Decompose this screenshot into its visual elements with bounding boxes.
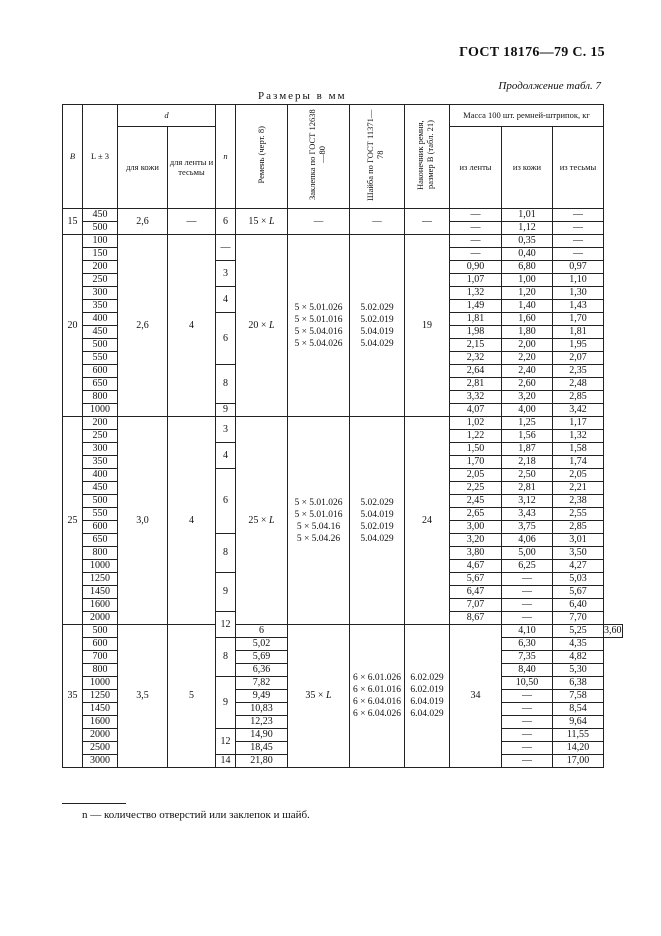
cell-mass-ribbon: —	[553, 248, 604, 261]
cell-l: 600	[83, 638, 118, 651]
cell-mass-leather: 7,35	[502, 651, 553, 664]
cell-mass-ribbon: 7,70	[553, 612, 604, 625]
cell-mass-leather: 5,00	[502, 547, 553, 560]
cell-n: 6	[236, 625, 288, 638]
cell-mass-tape: 0,90	[450, 261, 502, 274]
cell-l: 550	[83, 352, 118, 365]
cell-mass-tape: —	[450, 235, 502, 248]
washer-spec: 5.04.029	[360, 533, 394, 544]
cell-mass-tape: 5,69	[236, 651, 288, 664]
cell-mass-ribbon: 7,58	[553, 690, 604, 703]
cell-l: 650	[83, 534, 118, 547]
cell-mass-leather: —	[502, 755, 553, 768]
cell-mass-tape: 4,67	[450, 560, 502, 573]
cell-d-tape: —	[168, 209, 216, 235]
cell-l: 350	[83, 456, 118, 469]
cell-mass-ribbon: —	[553, 222, 604, 235]
cell-l: 450	[83, 209, 118, 222]
cell-mass-ribbon: 1,95	[553, 339, 604, 352]
strap-value: 35 × L	[305, 690, 332, 701]
cell-washer	[350, 417, 405, 625]
cell-n: 9	[216, 404, 236, 417]
cell-b: 20	[63, 235, 83, 417]
cell-n: 3	[216, 261, 236, 287]
cell-mass-ribbon: 4,27	[553, 560, 604, 573]
cell-n: 4	[216, 287, 236, 313]
cell-mass-leather: 5,25	[553, 625, 604, 638]
cell-l: 1000	[83, 677, 118, 690]
cell-l: 450	[83, 482, 118, 495]
cell-mass-ribbon: 8,54	[553, 703, 604, 716]
cell-mass-tape: 6,36	[236, 664, 288, 677]
cell-mass-ribbon: 4,82	[553, 651, 604, 664]
rivet-spec: —	[313, 216, 324, 227]
cell-l: 500	[83, 625, 118, 638]
cell-mass-leather: 2,60	[502, 378, 553, 391]
cell-mass-tape: 4,10	[502, 625, 553, 638]
cell-d-leather: 3,5	[118, 625, 168, 768]
cell-l: 450	[83, 326, 118, 339]
cell-mass-ribbon: 2,48	[553, 378, 604, 391]
cell-l: 800	[83, 547, 118, 560]
cell-l: 600	[83, 521, 118, 534]
cell-mass-leather: 3,43	[502, 508, 553, 521]
cell-mass-leather: 0,40	[502, 248, 553, 261]
col-d-header: d	[118, 105, 216, 127]
cell-mass-ribbon: 14,20	[553, 742, 604, 755]
cell-mass-ribbon: 1,30	[553, 287, 604, 300]
cell-mass-ribbon: 6,38	[553, 677, 604, 690]
dimensions-caption: Размеры в мм	[258, 90, 347, 102]
cell-mass-leather: 3,20	[502, 391, 553, 404]
rivet-spec: 5 × 5.04.26	[296, 533, 341, 544]
cell-mass-leather: 1,00	[502, 274, 553, 287]
col-rivet-label: Заклепка по ГОСТ 12638—80	[306, 109, 327, 201]
rivet-spec: 5 × 5.01.016	[294, 509, 343, 520]
cell-strap	[288, 625, 350, 768]
col-washer-label: Шайба по ГОСТ 11371—78	[365, 109, 385, 201]
cell-l: 800	[83, 664, 118, 677]
cell-mass-ribbon: 17,00	[553, 755, 604, 768]
cell-l: 650	[83, 378, 118, 391]
cell-rivet	[288, 417, 350, 625]
cell-d-leather: 2,6	[118, 209, 168, 235]
cell-l: 400	[83, 313, 118, 326]
cell-mass-tape: 1,81	[450, 313, 502, 326]
cell-mass-leather: 1,60	[502, 313, 553, 326]
cell-mass-tape: 1,32	[450, 287, 502, 300]
washer-spec: 5.02.029	[360, 497, 394, 508]
washer-spec: 6.04.019	[410, 697, 444, 707]
cell-l: 800	[83, 391, 118, 404]
cell-mass-tape: 2,32	[450, 352, 502, 365]
cell-d-tape: 4	[168, 235, 216, 417]
cell-mass-ribbon: 2,38	[553, 495, 604, 508]
cell-l: 2000	[83, 612, 118, 625]
cell-l: 500	[83, 495, 118, 508]
cell-mass-leather: 1,80	[502, 326, 553, 339]
cell-mass-ribbon: 1,10	[553, 274, 604, 287]
cell-l: 600	[83, 365, 118, 378]
cell-mass-leather: —	[502, 742, 553, 755]
rivet-spec: 6 × 6.04.026	[352, 709, 402, 719]
washer-spec: 6.02.019	[410, 685, 444, 695]
washer-spec: 5.02.029	[360, 302, 394, 313]
cell-l: 500	[83, 339, 118, 352]
cell-mass-tape: 5,67	[450, 573, 502, 586]
cell-l: 1000	[83, 560, 118, 573]
cell-mass-ribbon: 1,70	[553, 313, 604, 326]
col-n-header: n	[216, 105, 236, 209]
cell-d-tape: 4	[168, 417, 216, 625]
cell-rivet	[288, 235, 350, 417]
cell-l: 1450	[83, 703, 118, 716]
cell-l: 3000	[83, 755, 118, 768]
cell-n: 12	[216, 729, 236, 755]
cell-mass-tape: 18,45	[236, 742, 288, 755]
cell-l: 2000	[83, 729, 118, 742]
cell-mass-leather: 10,50	[502, 677, 553, 690]
cell-n: 8	[216, 365, 236, 404]
cell-n: 4	[216, 443, 236, 469]
cell-mass-tape: 8,67	[450, 612, 502, 625]
cell-mass-tape: —	[450, 222, 502, 235]
cell-mass-tape: 3,80	[450, 547, 502, 560]
cell-mass-tape: 1,49	[450, 300, 502, 313]
cell-l: 200	[83, 417, 118, 430]
cell-mass-leather: 2,81	[502, 482, 553, 495]
cell-mass-tape: 1,02	[450, 417, 502, 430]
col-strap-header	[236, 105, 288, 209]
cell-mass-leather: —	[502, 599, 553, 612]
cell-mass-ribbon: 5,03	[553, 573, 604, 586]
cell-mass-ribbon: 1,81	[553, 326, 604, 339]
col-washer-header	[350, 105, 405, 209]
cell-mass-leather: 1,01	[502, 209, 553, 222]
cell-mass-leather: 4,00	[502, 404, 553, 417]
cell-l: 1250	[83, 690, 118, 703]
cell-mass-tape: —	[450, 209, 502, 222]
cell-mass-ribbon: 2,07	[553, 352, 604, 365]
cell-mass-ribbon: 1,58	[553, 443, 604, 456]
cell-mass-ribbon: 5,67	[553, 586, 604, 599]
cell-mass-leather: 6,80	[502, 261, 553, 274]
cell-n: 8	[216, 534, 236, 573]
washer-spec: 5.04.019	[360, 326, 394, 337]
cell-mass-ribbon: 1,17	[553, 417, 604, 430]
col-tip-label: Наконечник ремня, размер B (табл. 21)	[415, 120, 435, 190]
cell-mass-tape: 1,98	[450, 326, 502, 339]
cell-mass-leather: 3,75	[502, 521, 553, 534]
cell-n: 6	[216, 469, 236, 534]
cell-l: 250	[83, 274, 118, 287]
cell-d-leather: 2,6	[118, 235, 168, 417]
rivet-spec: 6 × 6.01.026	[352, 673, 402, 683]
cell-mass-ribbon: —	[553, 235, 604, 248]
cell-mass-leather: —	[502, 573, 553, 586]
cell-washer	[405, 625, 450, 768]
cell-mass-ribbon: —	[553, 209, 604, 222]
cell-n: —	[216, 235, 236, 261]
cell-mass-ribbon: 2,05	[553, 469, 604, 482]
cell-mass-tape: 2,65	[450, 508, 502, 521]
col-mass-leather-header: из кожи	[502, 127, 553, 209]
cell-l: 1000	[83, 404, 118, 417]
cell-rivet	[350, 625, 405, 768]
cell-mass-ribbon: 2,35	[553, 365, 604, 378]
col-strap-label: Ремень (черт. 8)	[255, 126, 266, 184]
cell-d-tape: 5	[168, 625, 216, 768]
cell-mass-tape: 3,32	[450, 391, 502, 404]
cell-mass-leather: —	[502, 690, 553, 703]
footnote: n — количество отверстий или заклепок и шайб.	[82, 809, 310, 821]
cell-mass-ribbon: 1,43	[553, 300, 604, 313]
col-b-header: B	[63, 105, 83, 209]
strap-value: 20 × L	[248, 319, 275, 331]
cell-l: 400	[83, 469, 118, 482]
cell-mass-leather: 1,25	[502, 417, 553, 430]
cell-mass-ribbon: 1,74	[553, 456, 604, 469]
washer-spec: 5.04.029	[360, 338, 394, 349]
cell-l: 1450	[83, 586, 118, 599]
cell-mass-ribbon: 0,97	[553, 261, 604, 274]
cell-mass-tape: 14,90	[236, 729, 288, 742]
cell-strap	[236, 417, 288, 625]
cell-l: 700	[83, 651, 118, 664]
cell-l: 350	[83, 300, 118, 313]
cell-mass-tape: 2,15	[450, 339, 502, 352]
cell-n: 6	[216, 209, 236, 235]
cell-tip: 34	[450, 625, 502, 768]
cell-l: 300	[83, 287, 118, 300]
cell-mass-leather: 4,06	[502, 534, 553, 547]
col-d-tape-header: для ленты и тесьмы	[168, 127, 216, 209]
rivet-spec: 5 × 5.04.026	[294, 338, 343, 349]
cell-mass-tape: 12,23	[236, 716, 288, 729]
cell-l: 150	[83, 248, 118, 261]
cell-mass-ribbon: 11,55	[553, 729, 604, 742]
cell-strap	[236, 209, 288, 235]
rivet-spec: 5 × 5.01.026	[294, 497, 343, 508]
cell-mass-leather: 1,87	[502, 443, 553, 456]
rivet-spec: 6 × 6.04.016	[352, 697, 402, 707]
cell-mass-leather: 2,50	[502, 469, 553, 482]
cell-washer	[350, 235, 405, 417]
cell-mass-leather: 6,25	[502, 560, 553, 573]
cell-mass-tape: 4,07	[450, 404, 502, 417]
cell-mass-leather: —	[502, 586, 553, 599]
cell-n: 12	[216, 612, 236, 638]
cell-mass-tape: 10,83	[236, 703, 288, 716]
cell-mass-leather: —	[502, 703, 553, 716]
col-tip-header	[405, 105, 450, 209]
cell-strap	[236, 235, 288, 417]
cell-mass-ribbon: 6,40	[553, 599, 604, 612]
cell-mass-leather: 2,20	[502, 352, 553, 365]
cell-washer	[350, 209, 405, 235]
washer-spec: 6.02.029	[410, 673, 444, 683]
cell-l: 300	[83, 443, 118, 456]
cell-mass-ribbon: 9,64	[553, 716, 604, 729]
cell-n: 14	[216, 755, 236, 768]
cell-d-leather: 3,0	[118, 417, 168, 625]
cell-mass-tape: 2,45	[450, 495, 502, 508]
cell-tip: 19	[405, 235, 450, 417]
cell-mass-ribbon: 3,60	[604, 625, 622, 636]
cell-n: 3	[216, 417, 236, 443]
rivet-spec: 5 × 5.01.026	[294, 302, 343, 313]
cell-mass-tape: 2,64	[450, 365, 502, 378]
cell-mass-ribbon: 2,55	[553, 508, 604, 521]
cell-mass-leather: 2,18	[502, 456, 553, 469]
cell-mass-leather: —	[502, 716, 553, 729]
cell-mass-ribbon: 3,42	[553, 404, 604, 417]
washer-spec: 6.04.029	[410, 709, 444, 719]
cell-mass-leather: —	[502, 729, 553, 742]
cell-mass-leather: 1,20	[502, 287, 553, 300]
cell-mass-tape: 3,20	[450, 534, 502, 547]
cell-mass-tape: 5,02	[236, 638, 288, 651]
cell-mass-leather: —	[502, 612, 553, 625]
washer-spec: 5.02.019	[360, 521, 394, 532]
cell-mass-ribbon: 2,85	[553, 521, 604, 534]
cell-mass-leather: 2,40	[502, 365, 553, 378]
cell-mass-tape: 6,47	[450, 586, 502, 599]
cell-l: 1250	[83, 573, 118, 586]
col-mass-tape-header: из ленты	[450, 127, 502, 209]
cell-mass-tape: 3,00	[450, 521, 502, 534]
cell-mass-ribbon: 3,01	[553, 534, 604, 547]
cell-mass-leather: 3,12	[502, 495, 553, 508]
sizes-table	[62, 104, 623, 768]
cell-l: 500	[83, 222, 118, 235]
cell-rivet	[288, 209, 350, 235]
col-mass-header: Масса 100 шт. ремней-штрипок, кг	[450, 105, 604, 127]
table-continuation-label: Продолжение табл. 7	[498, 80, 601, 92]
cell-mass-leather: 2,00	[502, 339, 553, 352]
table-row	[63, 417, 623, 430]
cell-mass-leather: 1,40	[502, 300, 553, 313]
cell-mass-tape: 7,82	[236, 677, 288, 690]
cell-l: 200	[83, 261, 118, 274]
footnote-rule	[62, 803, 126, 804]
rivet-spec: 5 × 5.04.016	[294, 326, 343, 337]
cell-mass-tape: 7,07	[450, 599, 502, 612]
col-l-header: L ± 3	[83, 105, 118, 209]
strap-value: 15 × L	[248, 215, 275, 227]
cell-mass-ribbon: 2,21	[553, 482, 604, 495]
cell-l: 250	[83, 430, 118, 443]
cell-mass-tape: 2,81	[450, 378, 502, 391]
cell-mass-tape: 2,05	[450, 469, 502, 482]
col-rivet-header	[288, 105, 350, 209]
table-row	[63, 235, 623, 248]
col-d-leather-header: для кожи	[118, 127, 168, 209]
cell-mass-leather: 1,56	[502, 430, 553, 443]
cell-mass-tape: 1,70	[450, 456, 502, 469]
cell-mass-leather: 6,30	[502, 638, 553, 651]
washer-spec: 5.02.019	[360, 314, 394, 325]
cell-l: 1600	[83, 716, 118, 729]
cell-n: 9	[216, 573, 236, 612]
page-title: ГОСТ 18176—79 С. 15	[459, 45, 605, 60]
cell-mass-tape: 1,07	[450, 274, 502, 287]
rivet-spec: 5 × 5.04.16	[296, 521, 341, 532]
cell-mass-leather: 1,12	[502, 222, 553, 235]
cell-mass-ribbon: 1,32	[553, 430, 604, 443]
cell-mass-leather: 8,40	[502, 664, 553, 677]
washer-spec: —	[372, 216, 382, 227]
cell-mass-tape: 1,22	[450, 430, 502, 443]
cell-mass-leather: 0,35	[502, 235, 553, 248]
cell-mass-ribbon: 4,35	[553, 638, 604, 651]
cell-b: 15	[63, 209, 83, 235]
cell-l: 550	[83, 508, 118, 521]
cell-n: 9	[216, 677, 236, 729]
cell-mass-tape: —	[450, 248, 502, 261]
cell-mass-ribbon: 2,85	[553, 391, 604, 404]
table-row	[63, 625, 623, 638]
cell-l: 100	[83, 235, 118, 248]
cell-mass-ribbon: 3,50	[553, 547, 604, 560]
rivet-spec: 5 × 5.01.016	[294, 314, 343, 325]
table-row	[63, 209, 623, 222]
cell-tip: 24	[405, 417, 450, 625]
col-mass-ribbon-header: из тесьмы	[553, 127, 604, 209]
cell-mass-tape: 21,80	[236, 755, 288, 768]
cell-b: 35	[63, 625, 83, 768]
cell-mass-tape: 9,49	[236, 690, 288, 703]
strap-value: 25 × L	[248, 514, 275, 526]
cell-b: 25	[63, 417, 83, 625]
washer-spec: 5.04.019	[360, 509, 394, 520]
cell-l: 2500	[83, 742, 118, 755]
cell-mass-ribbon: 5,30	[553, 664, 604, 677]
cell-mass-tape: 1,50	[450, 443, 502, 456]
cell-n: 6	[216, 313, 236, 365]
cell-l: 1600	[83, 599, 118, 612]
cell-tip: —	[405, 209, 450, 235]
sizes-table-body	[63, 209, 623, 768]
cell-n: 8	[216, 638, 236, 677]
cell-mass-tape: 2,25	[450, 482, 502, 495]
rivet-spec: 6 × 6.01.016	[352, 685, 402, 695]
